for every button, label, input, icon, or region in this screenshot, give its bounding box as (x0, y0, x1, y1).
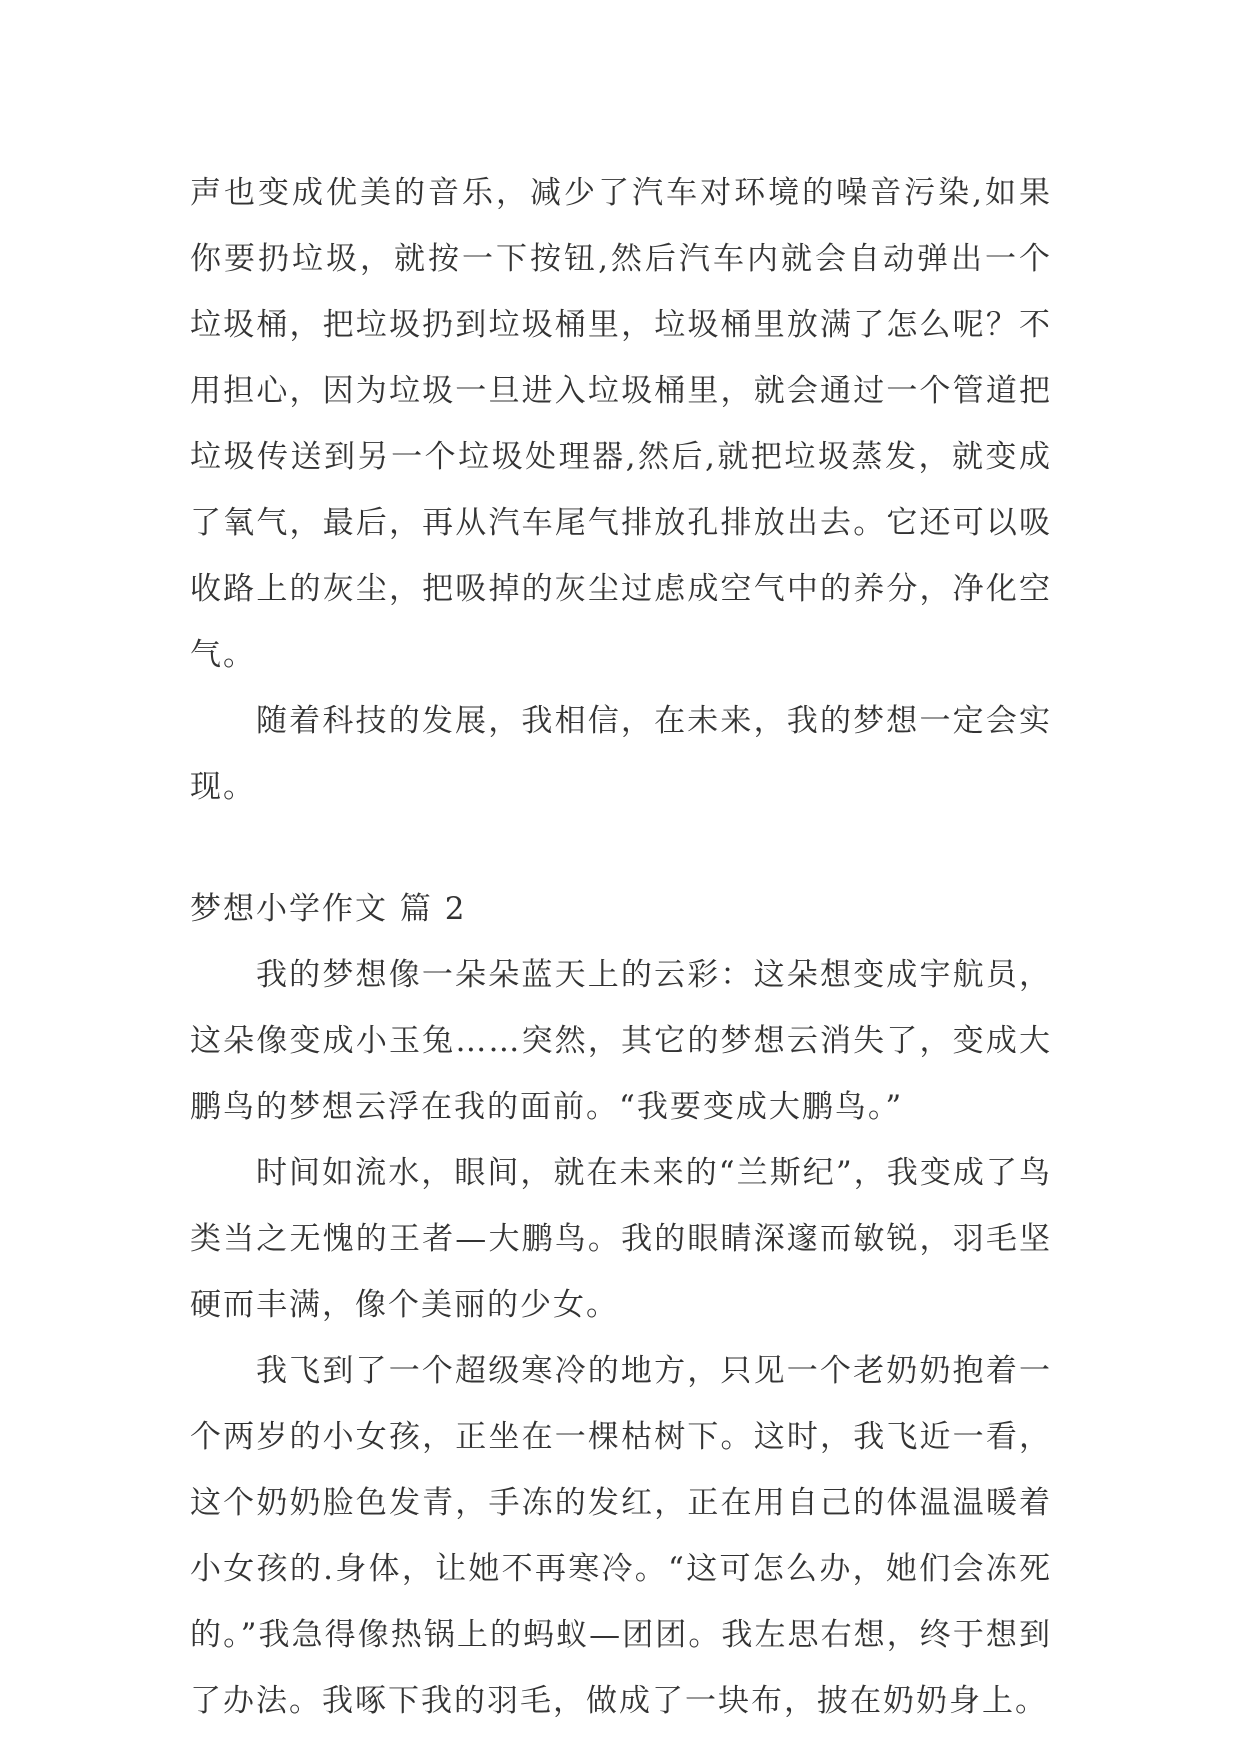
section-heading: 梦想小学作文 篇 2 (190, 891, 467, 927)
paragraph-continued: 声也变成优美的音乐，减少了汽车对环境的噪音污染,如果你要扔垃圾，就按一下按钮,然后汽车内就会自动弹出一个垃圾桶，把垃圾扔到垃圾桶里，垃圾桶里放满了怎么呢？不用担心，因为垃圾一旦进入垃圾桶里，就会通过一个管道把垃圾传送到另一个垃圾处理器,然后,就把垃圾蒸发，就变成了氧气，最后，再从汽车尾气排放孔排放出去。它还可以吸收路上的灰尘，把吸掉的灰尘过虑成空气中的养分，净化空气。 (190, 175, 1052, 673)
document-page (190, 160, 1052, 1734)
paragraph: 我飞到了一个超级寒冷的地方，只见一个老奶奶抱着一个两岁的小女孩，正坐在一棵枯树下。这时，我飞近一看，这个奶奶脸色发青，手冻的发红，正在用自己的体温温暖着小女孩的.身体，让她不再寒冷。“这可怎么办，她们会冻死的。”我急得像热锅上的蚂蚁—团团。我左思右想，终于想到了办法。我啄下我的羽毛，做成了一块布，披在奶奶身上。 (190, 1353, 1052, 1719)
paragraph: 时间如流水，眼间，就在未来的“兰斯纪”，我变成了鸟类当之无愧的王者—大鹏鸟。我的眼睛深邃而敏锐，羽毛坚硬而丰满，像个美丽的少女。 (190, 1155, 1052, 1323)
paragraph: 我的梦想像一朵朵蓝天上的云彩：这朵想变成宇航员，这朵像变成小玉兔……突然，其它的梦想云消失了，变成大鹏鸟的梦想云浮在我的面前。“我要变成大鹏鸟。” (190, 957, 1052, 1125)
paragraph-conclusion: 随着科技的发展，我相信，在未来，我的梦想一定会实现。 (190, 703, 1052, 805)
